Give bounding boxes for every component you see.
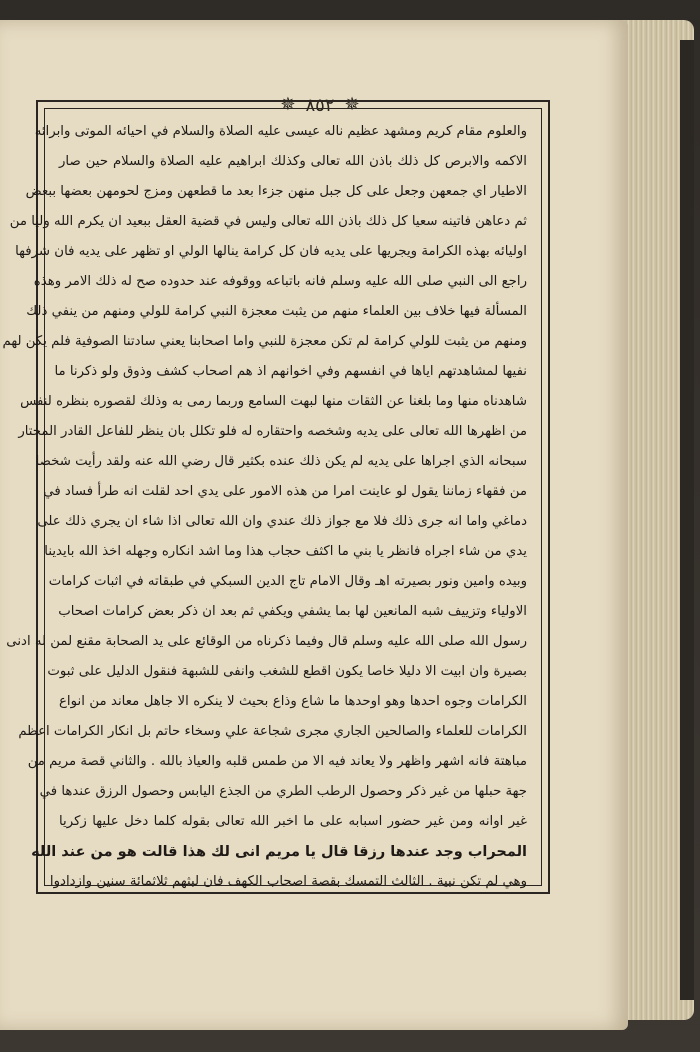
text-line: المسألة فيها خلاف بين العلماء منهم من يثبت معجزة النبي كرامة للولي ومنهم من ينفي ذلك (26, 304, 527, 319)
text-line: من فقهاء زماننا يقول لو عاينت امرا من هذه الامور على يدي احد لقلت انه طرأ فساد في (43, 484, 527, 499)
ornament-left-icon: ✵ (280, 94, 296, 115)
text-line: يدي من شاء اجراه فانظر يا بني ما اكثف حجاب هذا وما اشد انكاره وجهله اخذ الله بايدينا (44, 544, 527, 559)
text-line: ومنهم من يثبت للولي كرامة لم تكن معجزة للنبي واما اصحابنا يعني سادتنا الصوفية فلم يكن لهم (2, 334, 527, 349)
text-line: دماغي واما انه جرى ذلك فلا مع جواز ذلك عندي وان الله تعالى اذا شاء ان يجري ذلك على (37, 514, 527, 529)
page-number: ٨٥٢ (305, 94, 335, 116)
text-line: اوليائه بهذه الكرامة ويجريها على يديه فان كل كرامة ينالها الولي او تظهر على يديه فان شرفها (15, 244, 527, 259)
text-line: من اظهرها الله تعالى على يديه وشخصه واحتقاره له فلو تكلل بان ينظر للفاعل القادر المختار (18, 424, 527, 439)
book-cover-edge (680, 40, 694, 1000)
text-line: غير اوانه ومن غير حضور اسبابه على ما اخبر الله تعالى بقوله كلما دخل عليها زكريا (59, 814, 527, 829)
text-line: الاولياء وتزييف شبه المانعين لها بما يشفي ويكفي ثم بعد ان ذكر بعض كرامات اصحاب (58, 604, 527, 619)
text-body (2, 117, 527, 889)
text-line: شاهدناه منها وما بلغنا عن الثقات منها لبهت السامع وربما رمى به وذلك لقصوره بنظره لنفس (20, 394, 527, 409)
text-line: وهي لم تكن نبية . الثالث التمسك بقصة اصحاب الكهف فان لبثهم ثلاثمائة سنين وازدادوا (49, 874, 527, 889)
quran-verse-line: المحراب وجد عندها رزقا قال يا مريم انى لك هذا قالت هو من عند الله (31, 844, 527, 860)
text-line: راجع الى النبي صلى الله عليه وسلم فانه باتباعه ووقوفه عند حدوده صح له ذلك الامر وهذه (33, 274, 527, 289)
text-line: رسول الله صلى الله عليه وسلم قال وفيما ذكرناه من الوقائع على يد الصحابة مقنع لمن له ادنى (6, 634, 527, 649)
text-line: وبيده وامين ونور بصيرته اهـ وقال الامام تاج الدين السبكي في طبقاته في اثبات كرامات (48, 574, 527, 589)
text-line: مباهتة فانه اشهر واظهر ولا يعاند فيه الا من طمس قلبه والعياذ بالله . والثاني قصة مريم من (27, 754, 527, 769)
text-line: جهة حبلها من غير ذكر وحصول الرطب الطري من الجذع اليابس وحصول الرزق عندها في (39, 784, 527, 799)
text-line: والعلوم مقام كريم ومشهد عظيم ناله عيسى عليه الصلاة والسلام في احيائه الموتى وابرائه (34, 124, 527, 139)
text-line: الاطيار اي جمعهن وجعل على كل جبل منهن جزءا بعد ما قطعهن ومزج لحومهن بعضها ببعض (25, 184, 527, 199)
text-frame-inner (2, 108, 542, 889)
text-line: بصيرة وان ابيت الا دليلا خاصا يكون اقطع للشغب وانفى للشبهة فنقول الدليل على ثبوت (47, 664, 527, 679)
text-line: سبحانه الذي اجراها على يديه لم يكن ذلك عنده بكثير قال رضي الله عنه ولقد رأيت شخصا (35, 454, 527, 469)
text-line: نفيها لمشاهدتهم اياها في انفسهم وفي اخوانهم اذ هم اصحاب كشف وذوق ولو ذكرنا ما (54, 364, 527, 379)
text-line: الكرامات وجوه احدها وهو اوحدها ما شاع وذاع بحيث لا ينكره الا جاهل معاند من انواع (59, 694, 527, 709)
ornament-right-icon: ✵ (344, 94, 360, 115)
text-line: الكرامات للعلماء والصالحين الجاري مجرى شجاعة علي وسخاء حاتم بل انكار الكرامات اعظم (18, 724, 527, 739)
text-frame-outer (2, 100, 550, 894)
text-line: ثم دعاهن فاتينه سعيا كل ذلك باذن الله تعالى وليس في قضية العقل ببعيد ان يكرم الله وليا من (9, 214, 527, 229)
text-line: الاكمه والابرص كل ذلك باذن الله تعالى وكذلك ابراهيم عليه الصلاة والسلام حين صار (59, 154, 527, 169)
